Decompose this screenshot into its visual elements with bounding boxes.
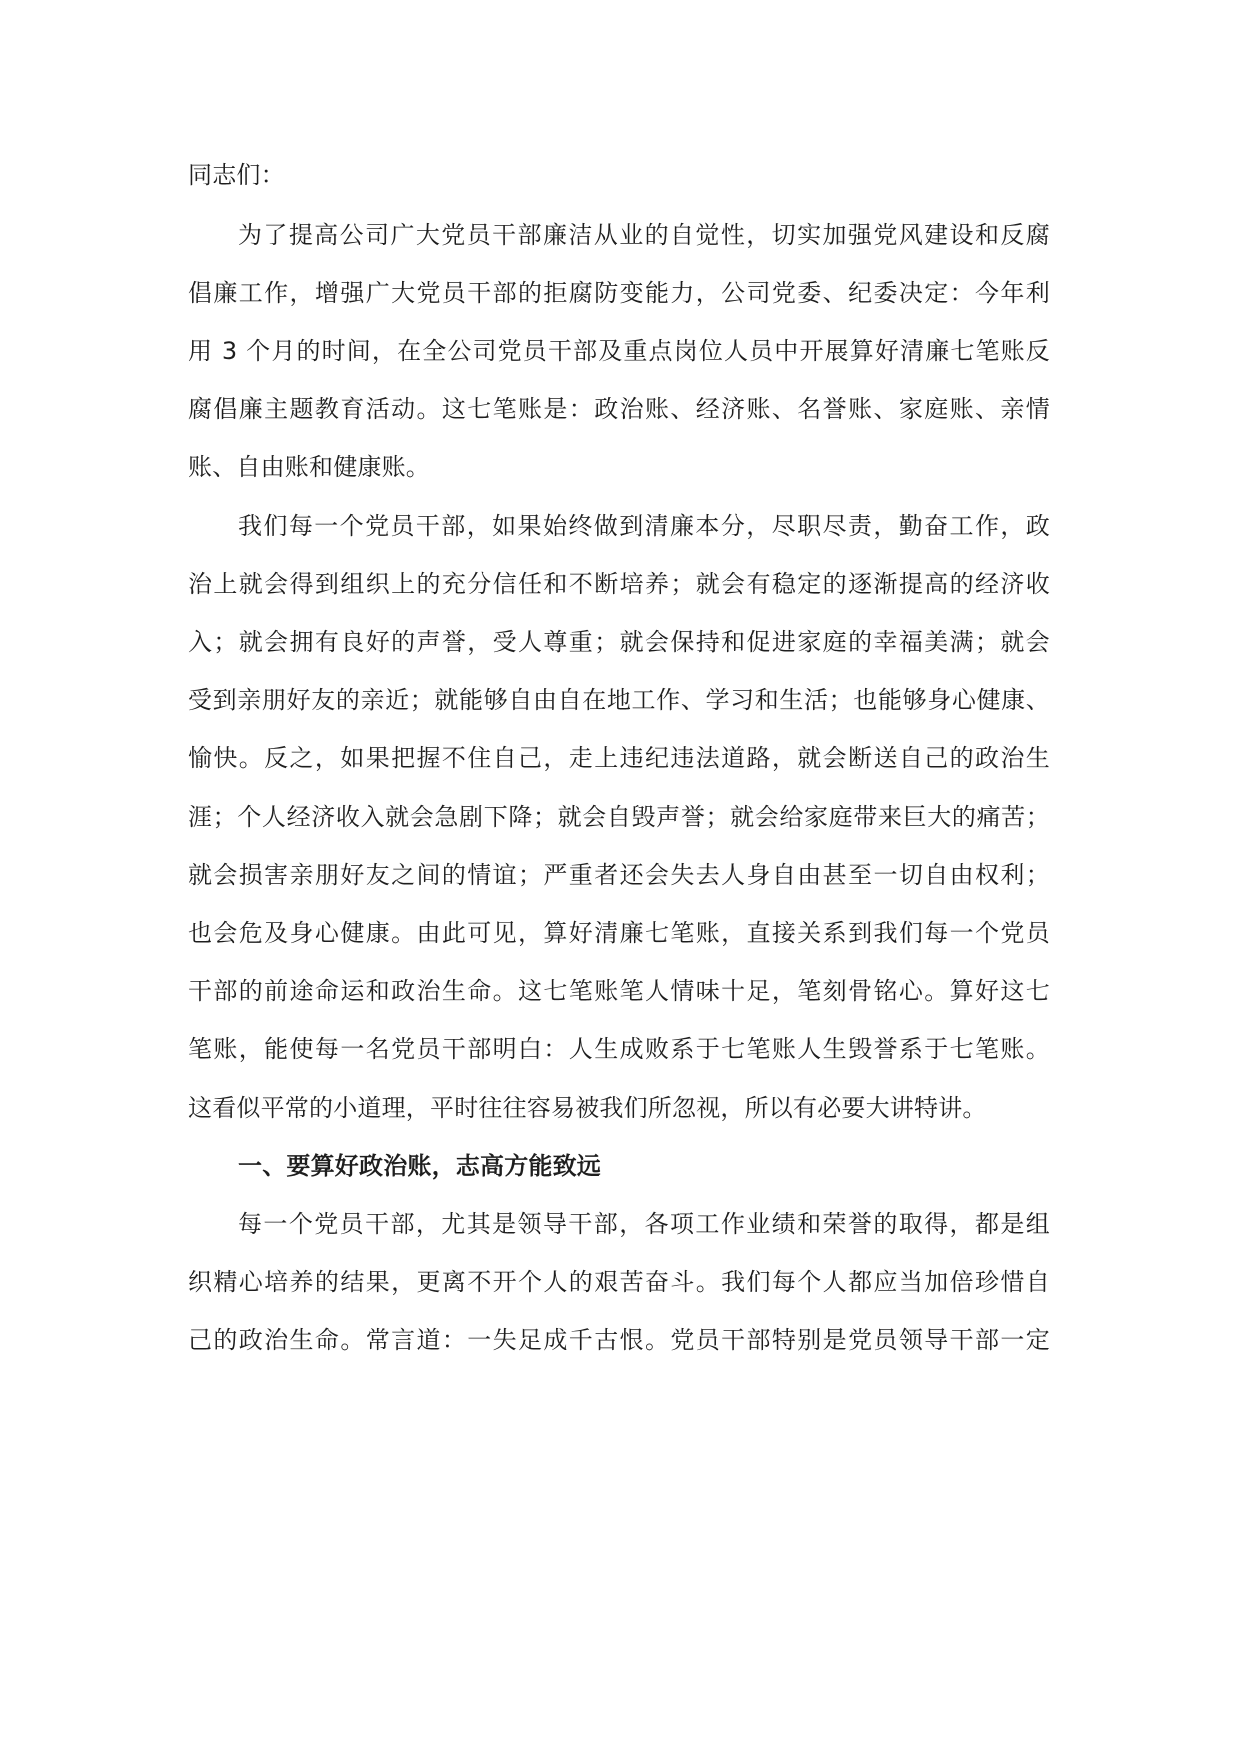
paragraph-2-line-2: 治上就会得到组织上的充分信任和不断培养；就会有稳定的逐渐提高的经济收 [188, 570, 1050, 598]
paragraph-2-line-4: 受到亲朋好友的亲近；就能够自由自在地工作、学习和生活；也能够身心健康、 [188, 686, 1050, 714]
paragraph-2-line-9: 干部的前途命运和政治生命。这七笔账笔人情味十足，笔刻骨铭心。算好这七 [188, 977, 1050, 1005]
paragraph-1-line-5: 账、自由账和健康账。 [188, 453, 430, 481]
greeting: 同志们： [188, 161, 285, 189]
paragraph-2-line-3: 入；就会拥有良好的声誉，受人尊重；就会保持和促进家庭的幸福美满；就会 [188, 628, 1050, 656]
paragraph-2-line-10: 笔账，能使每一名党员干部明白：人生成败系于七笔账人生毁誉系于七笔账。 [188, 1035, 1050, 1063]
paragraph-1-line-2: 倡廉工作，增强广大党员干部的拒腐防变能力，公司党委、纪委决定：今年利 [188, 279, 1050, 307]
paragraph-2-line-8: 也会危及身心健康。由此可见，算好清廉七笔账，直接关系到我们每一个党员 [188, 919, 1050, 947]
paragraph-2-line-7: 就会损害亲朋好友之间的情谊；严重者还会失去人身自由甚至一切自由权利； [188, 861, 1050, 889]
section-1-heading: 一、要算好政治账，志高方能致远 [238, 1152, 601, 1180]
paragraph-2-line-11: 这看似平常的小道理，平时往往容易被我们所忽视，所以有必要大讲特讲。 [188, 1094, 987, 1122]
paragraph-2-line-5: 愉快。反之，如果把握不住自己，走上违纪违法道路，就会断送自己的政治生 [188, 744, 1050, 772]
paragraph-3-line-3: 己的政治生命。常言道：一失足成千古恨。党员干部特别是党员领导干部一定 [188, 1326, 1050, 1354]
paragraph-3-line-1: 每一个党员干部，尤其是领导干部，各项工作业绩和荣誉的取得，都是组 [238, 1210, 1050, 1238]
paragraph-1-line-1: 为了提高公司广大党员干部廉洁从业的自觉性，切实加强党风建设和反腐 [238, 221, 1050, 249]
paragraph-1-line-3: 用 3 个月的时间，在全公司党员干部及重点岗位人员中开展算好清廉七笔账反 [188, 337, 1050, 365]
paragraph-3-line-2: 织精心培养的结果，更离不开个人的艰苦奋斗。我们每个人都应当加倍珍惜自 [188, 1268, 1050, 1296]
paragraph-2-line-1: 我们每一个党员干部，如果始终做到清廉本分，尽职尽责，勤奋工作，政 [238, 512, 1050, 540]
paragraph-2-line-6: 涯；个人经济收入就会急剧下降；就会自毁声誉；就会给家庭带来巨大的痛苦； [188, 803, 1050, 831]
paragraph-1-line-4: 腐倡廉主题教育活动。这七笔账是：政治账、经济账、名誉账、家庭账、亲情 [188, 395, 1050, 423]
